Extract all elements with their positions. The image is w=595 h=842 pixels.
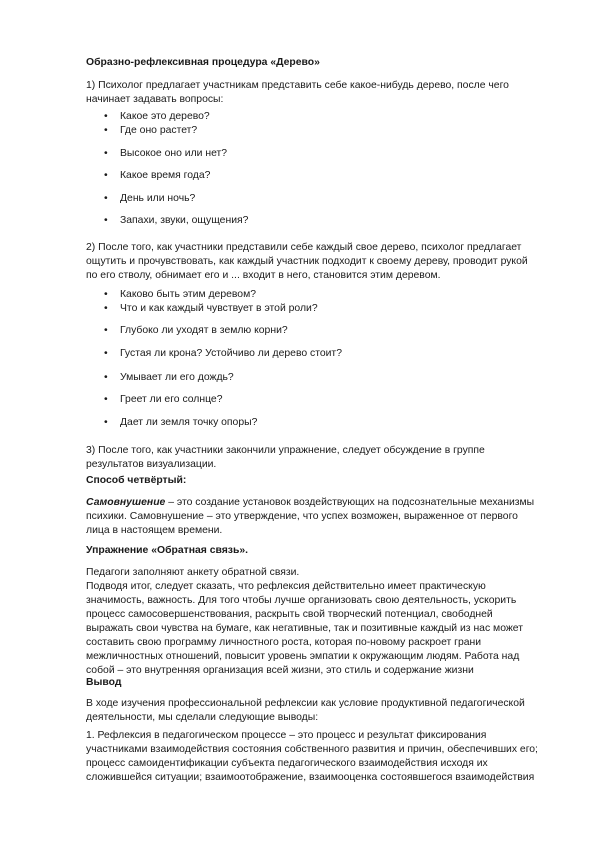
text-line: процесс самоидентификации субъекта педагогического взаимодействия исходя их — [86, 758, 488, 769]
method4-heading: Способ четвёртый: — [86, 475, 187, 486]
bullet-icon: • — [104, 289, 108, 300]
text-line: Педагоги заполняют анкету обратной связи. — [86, 567, 300, 578]
text-line: межличностных отношений, повысит уровень эмпатии к окружающим людям. Работа над — [86, 651, 520, 662]
text-line: 2) После того, как участники представили себе каждый свое дерево, психолог предлагает — [86, 242, 522, 253]
bullet-icon: • — [104, 215, 108, 226]
samovnushenie-paragraph — [86, 496, 556, 538]
bullet-icon: • — [104, 348, 108, 359]
conclusion-point-1 — [86, 729, 556, 785]
text-line: участниками взаимодействия состояния собственного развития и причин, обеспечивших его; — [86, 744, 538, 755]
text-line: ощутить и прочувствовать, как каждый участник подходит к своему дереву, проводит рукой — [86, 256, 528, 267]
text-line: 1) Психолог предлагает участникам представить себе какое-нибудь дерево, после чего — [86, 80, 509, 91]
bullet-icon: • — [104, 170, 108, 181]
document-page: Образно-рефлексивная процедура «Дерево» 1) Психолог предлагает участникам представить себе какое-нибудь дерево, после чего начинает задавать вопросы: • Какое это дерево? • Где оно растет? • Высокое оно или нет? • Какое время года? • День или ночь? • Запахи, звуки, ощущения? 2) После того, как участники представили себе каждый свое дерево, психолог предлагает ощутить и прочувствовать, как каждый участник подходит к своему дереву, проводит рукой по его стволу, обнимает его и ... входит в него, становится этим деревом. • Каково быть этим деревом? • Что и как каждый чувствует в этой роли? • Глубоко ли уходят в землю корни? • Густая ли крона? Устойчиво ли дерево стоит? • Умывает ли его дождь? • Греет ли его солнце? • Дает ли земля точку опоры? 3) После того, как участники закончили упражнение, следует обсуждение в группе результатов визуализации. Способ четвёртый: Самовнушение – это создание установок воздействующих на подсознательные механизмы психики. Самовнушение – это утверждение, что успех возможен, выраженное от первого лица в настоящем времени. Упражнение «Обратная связь». Педагоги заполняют анкету обратной связи. Подводя итог, следует сказать, что рефлексия действительно имеет практическую значимость, важность. Для того чтобы лучше организовать свою деятельность, ускорить процесс самосовершенствования, раскрыть свой творческий потенциал, свободней выражать свои чувства на бумаге, как негативные, так и позитивные каждый из нас может составить свою программу личностного роста, которая по-новому раскроет грани межличностных отношений, повысит уровень эмпатии к окружающим людям. Работа над собой – это внутренняя организация всей жизни, это стиль и содержание жизни Вывод В ходе изучения профессиональной рефлексии как условие продуктивной педагогической деятельности, мы сделали следующие выводы: 1. Рефлексия в педагогическом процессе – это процесс и результат фиксирования участниками взаимодействия состояния собственного развития и причин, обеспечивших его; процесс самоидентификации субъекта педагогического взаимодействия исходя их сложившейся ситуации; взаимоотображение, взаимооценка состоявшегося взаимодействия — [0, 0, 595, 842]
exercise-heading: Упражнение «Обратная связь». — [86, 545, 249, 556]
bullet-icon: • — [104, 111, 108, 122]
text-line: 3) После того, как участники закончили упражнение, следует обсуждение в группе — [86, 445, 485, 456]
text-line: психики. Самовнушение – это утверждение, что успех возможен, выраженное от первого — [86, 511, 518, 522]
text-line: результатов визуализации. — [86, 459, 217, 470]
conclusion-heading: Вывод — [86, 677, 122, 688]
text-line: собой – это внутренняя организация всей жизни, это стиль и содержание жизни — [86, 665, 474, 676]
bullet-icon: • — [104, 125, 108, 136]
text-line: деятельности, мы сделали следующие выводы: — [86, 712, 319, 723]
exercise-paragraph — [86, 566, 556, 678]
step2-paragraph — [86, 241, 556, 283]
conclusion-intro — [86, 697, 556, 725]
bullet-icon: • — [104, 372, 108, 383]
bullet-icon: • — [104, 303, 108, 314]
step1-paragraph — [86, 79, 556, 107]
text-line: значимость, важность. Для того чтобы лучше организовать свою деятельность, ускорить — [86, 595, 517, 606]
step3-paragraph — [86, 444, 556, 472]
text-line: сложившейся ситуации; взаимоотображение, взаимооценка состоявшегося взаимодействия — [86, 772, 535, 783]
text-line: по его стволу, обнимает его и ... входит в него, становится этим деревом. — [86, 270, 441, 281]
samovnushenie-term: Самовнушение — [86, 497, 166, 508]
text-line: лица в настоящем времени. — [86, 525, 223, 536]
text-line: Подводя итог, следует сказать, что рефлексия действительно имеет практическую — [86, 581, 486, 592]
text-line: Самовнушение – это создание установок воздействующих на подсознательные механизмы — [86, 497, 535, 508]
bullet-icon: • — [104, 325, 108, 336]
document-title: Образно-рефлексивная процедура «Дерево» — [86, 57, 320, 68]
bullet-icon: • — [104, 417, 108, 428]
text-line: В ходе изучения профессиональной рефлексии как условие продуктивной педагогической — [86, 698, 525, 709]
bullet-icon: • — [104, 394, 108, 405]
text-line: выражать свои чувства на бумаге, как негативные, так и позитивные каждый из нас может — [86, 623, 523, 634]
text-line: процесс самосовершенствования, раскрыть свой творческий потенциал, свободней — [86, 609, 493, 620]
bullet-icon: • — [104, 193, 108, 204]
text-line: начинает задавать вопросы: — [86, 94, 224, 105]
text-line: составить свою программу личностного роста, которая по-новому раскроет грани — [86, 637, 482, 648]
text-line: 1. Рефлексия в педагогическом процессе – это процесс и результат фиксирования — [86, 730, 487, 741]
bullet-icon: • — [104, 148, 108, 159]
